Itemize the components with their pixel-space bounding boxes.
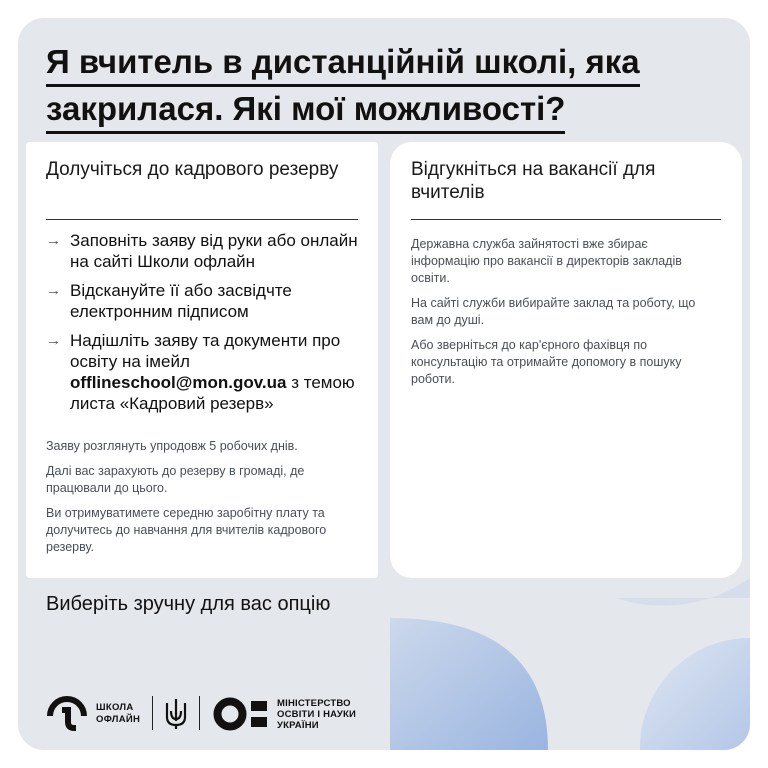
logos-row — [46, 694, 376, 734]
card-kadrovyi-rezerv — [26, 142, 378, 578]
step-text: Відскануйте її або засвідчте електронним підписом — [70, 281, 292, 321]
notes-list — [411, 236, 717, 396]
note-text: Або зверніться до кар'єрного фахівця по консультацію та отримайте допомогу в пошуку роботи. — [411, 338, 682, 386]
step-text: з темою листа «Кадровий резерв» — [70, 373, 355, 413]
note-text: Далі вас зарахують до резерву в громаді, де працювали до цього. — [46, 464, 305, 495]
infographic-panel — [18, 18, 750, 750]
card-title: Відгукніться на вакансії для вчителів — [411, 159, 656, 203]
step-item — [46, 230, 364, 272]
decorative-circle-right — [640, 638, 750, 750]
card-title: Долучіться до кадрового резерву — [46, 159, 339, 180]
title-line-2: закрилася. Які мої можливості? — [46, 87, 565, 134]
step-text: Надішліть заяву та документи про освіту на імейл — [70, 331, 341, 371]
note-text: На сайті служби вибирайте заклад та роботу, що вам до душі. — [411, 296, 696, 327]
title-line-1: Я вчитель в дистанційній школі, яка — [46, 40, 640, 87]
mon-logo-line: УКРАЇНИ — [277, 720, 319, 731]
mon-logo-icon — [213, 697, 269, 731]
decorative-arc-top-right — [616, 578, 750, 606]
step-text: Заповніть заяву від руки або онлайн на сайті Школи офлайн — [70, 231, 358, 271]
arrow-right-icon: → — [46, 332, 61, 349]
call-to-action: Виберіть зручну для вас опцію — [46, 593, 331, 615]
school-logo-line: ШКОЛА — [96, 702, 134, 713]
notes-list — [46, 438, 362, 564]
decorative-quarter-circle — [390, 618, 548, 750]
arrow-right-icon: → — [46, 232, 61, 249]
steps-list — [46, 230, 364, 422]
trident-icon — [164, 697, 188, 731]
note-text: Ви отримуватимете середню заробітну плату та долучитесь до навчання для вчителів кадрового резерву. — [46, 506, 327, 554]
note-text: Державна служба зайнятості вже збирає інформацію про вакансії в директорів закладів освіти. — [411, 237, 682, 285]
logo-separator — [199, 696, 200, 730]
logo-separator — [152, 696, 153, 730]
note-text: Заяву розглянуть упродовж 5 робочих днів. — [46, 439, 298, 453]
school-logo-text — [96, 702, 140, 726]
school-logo-line: ОФЛАЙН — [96, 714, 141, 725]
divider — [411, 219, 721, 220]
divider — [46, 219, 358, 220]
email-link[interactable]: offlineschool@mon.gov.ua — [70, 373, 287, 392]
step-item — [46, 280, 364, 322]
shkola-oflain-logo-icon — [46, 696, 88, 732]
card-vakansii — [390, 142, 742, 578]
arrow-right-icon: → — [46, 282, 61, 299]
mon-logo-text — [277, 698, 356, 731]
step-item — [46, 330, 364, 414]
mon-logo-line: ОСВІТИ І НАУКИ — [277, 709, 356, 720]
page-title — [46, 40, 736, 134]
mon-logo-line: МІНІСТЕРСТВО — [277, 698, 351, 709]
